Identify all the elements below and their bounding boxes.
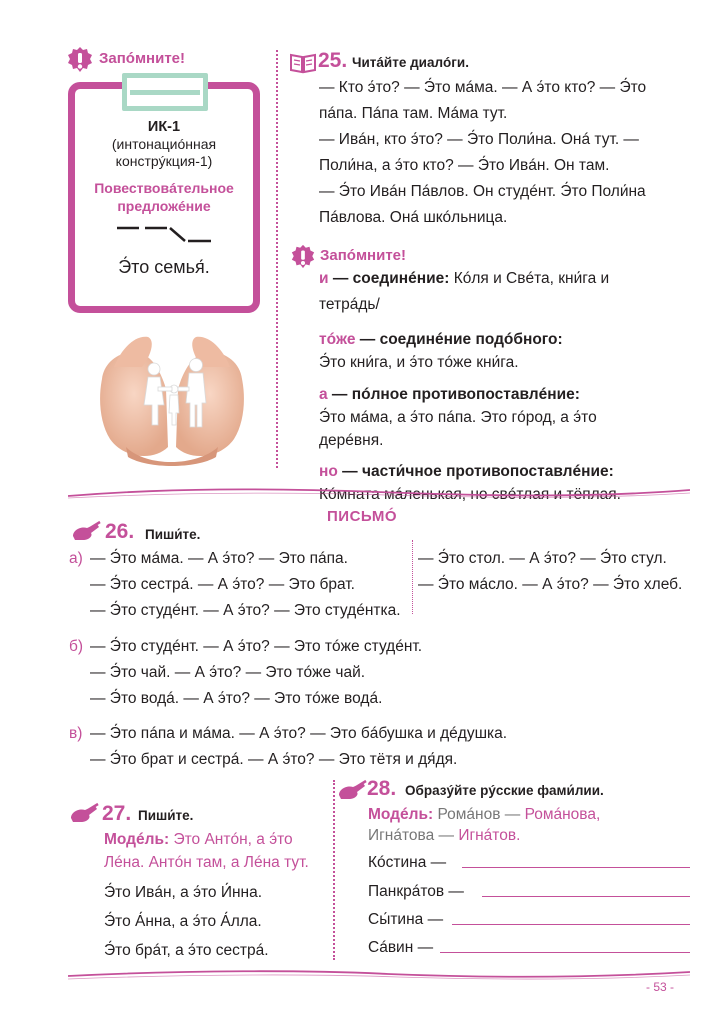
book-icon [289, 52, 317, 74]
exercise-line: — Э́то чай. — А э́то? — Это тóже чай. [90, 664, 366, 681]
pencil-hand-icon [71, 520, 101, 542]
ex25-number: 25. [318, 49, 348, 72]
exclamation-icon [290, 244, 316, 270]
ex27-number: 27. [102, 802, 132, 825]
dialogue-line: Поли́на, а э́то кто? — Э́то Ивáн. Он там. [319, 157, 610, 174]
ex26-a-label: а) [69, 550, 83, 567]
surname-row [368, 879, 464, 905]
ik-sub-1: (интонациóнная [111, 136, 217, 152]
ik-text [75, 118, 253, 215]
pencil-hand-icon [337, 779, 367, 801]
ex26-number: 26. [105, 520, 135, 543]
rule-a: а — пóлное противопоставлéние: [319, 386, 580, 403]
surname-label: Сы́тина — [368, 911, 444, 928]
rule-no-example: Кóмната мáленькая, но свéтлая и тёплая. [319, 486, 621, 503]
rule-a-example: Э́то мáма, а э́то пáпа. Это гóрод, а э́то [319, 409, 597, 426]
ex28-title: Образýйте рýсские фами́лии. [405, 783, 604, 798]
ik-title: ИК-1 [147, 119, 181, 135]
model-line: Игнáтова — Игнáтов. [368, 827, 521, 844]
intonation-contour [115, 222, 215, 246]
remember-label: Запóмните! [99, 50, 186, 67]
dialogue-line: — Э́то Ивáн Пáвлов. Он студéнт. Э́то Поли́на [319, 183, 646, 200]
model-line: Модéль: Ромáнов — Ромáнова, [368, 806, 601, 823]
ex26-a-right [418, 546, 682, 598]
rule-tozhe-example: Э́то кни́га, и э́то тóже кни́га. [319, 354, 519, 371]
pencil-hand-icon [69, 802, 99, 824]
hands-family-illustration [96, 327, 248, 469]
page-number: - 53 - [646, 980, 675, 994]
ex26-c-label: в) [69, 725, 83, 742]
answer-blank[interactable] [462, 866, 690, 868]
rule-i-example: тетрáдь/ [319, 296, 380, 313]
ex27-lines [104, 878, 269, 965]
ik-example: Э́то семья́. [118, 257, 210, 277]
dialogue-line: Пáвлова. Онá шкóльница. [319, 209, 508, 226]
exercise-line: — Э́то студéнт. — А э́то? — Это студéнтка. [90, 602, 401, 619]
rule-i: и — соединéние: Кóля и Свéта, кни́га и [319, 270, 610, 287]
surname-row [368, 907, 443, 933]
exercise-line: — Э́то мáсло. — А э́то? — Э́то хлеб. [418, 576, 683, 593]
exercise-line: — Э́то стол. — А э́то? — Э́то стул. [418, 550, 667, 567]
exercise-line: — Э́то сестрá. — А э́то? — Это брат. [90, 576, 355, 593]
ik-type-2: предложéние [117, 198, 211, 214]
surname-label: Кóстина — [368, 854, 447, 871]
wave-divider-bottom [68, 966, 690, 984]
conjunction-rules [319, 266, 621, 508]
ex28-number: 28. [367, 777, 397, 800]
answer-blank[interactable] [482, 895, 690, 897]
column-divider [276, 50, 278, 468]
model-line: Модéль: Это Антóн, а э́то [104, 831, 293, 848]
ex28-model [368, 804, 600, 846]
surname-row [368, 935, 433, 961]
rule-a-example-2: дерéвня. [319, 432, 384, 449]
ex26-b-label: б) [69, 638, 84, 655]
answer-blank[interactable] [440, 951, 690, 953]
rule-tozhe: тóже — соединéние подóбного: [319, 331, 563, 348]
ex26-b [90, 634, 422, 712]
rule-no: но — части́чное противопоставлéние: [319, 463, 614, 480]
exercise-line: — Э́то пáпа и мáма. — А э́то? — Это бáбушка и дéдушка. [90, 725, 508, 742]
ex25-dialogues [319, 75, 646, 231]
dialogue-line: — Кто э́то? — Э́то мáма. — А э́то кто? — Э́то [319, 79, 647, 96]
section-title: ПИСЬМÓ [327, 508, 397, 525]
ex27-title: Пиши́те. [138, 808, 194, 823]
ex27-model [104, 828, 309, 874]
ex27-ex28-divider [333, 780, 335, 960]
ik-type-1: Повествовáтельное [94, 180, 234, 196]
dialogue-line: — Ивáн, кто э́то? — Э́то Поли́на. Онá тут. — [319, 131, 639, 148]
exercise-line: — Э́то брат и сестрá. — А э́то? — Это тётя и дя́дя. [90, 751, 458, 768]
exercise-line: Э́то А́нна, а э́то А́лла. [104, 913, 262, 930]
exercise-line: — Э́то мáма. — А э́то? — Это пáпа. [90, 550, 348, 567]
answer-blank[interactable] [452, 923, 690, 925]
model-line: Лéна. Антóн там, а Лéна тут. [104, 854, 309, 871]
exercise-line: — Э́то студéнт. — А э́то? — Это тóже студéнт. [90, 638, 423, 655]
exclamation-icon [66, 46, 94, 74]
exercise-line: — Э́то водá. — А э́то? — Это тóже водá. [90, 690, 383, 707]
dialogue-line: пáпа. Пáпа там. Мáма тут. [319, 105, 508, 122]
ik-sub-2: констрýкция-1) [115, 153, 213, 169]
ex26-a-divider [412, 540, 413, 614]
exercise-line: Э́то Ивáн, а э́то И́нна. [104, 884, 263, 901]
ex25-title: Читáйте диалóги. [352, 55, 469, 70]
ex26-a-left [90, 546, 401, 624]
surname-label: Панкрáтов — [368, 883, 464, 900]
card-clip-bar [130, 90, 200, 95]
surname-row [368, 850, 446, 876]
surname-label: Сáвин — [368, 939, 434, 956]
ex26-c [90, 721, 507, 773]
wave-divider [68, 484, 690, 502]
exercise-line: Э́то брáт, а э́то сестрá. [104, 942, 269, 959]
remember-label-2: Запóмните! [320, 247, 407, 264]
ex26-title: Пиши́те. [145, 527, 201, 542]
